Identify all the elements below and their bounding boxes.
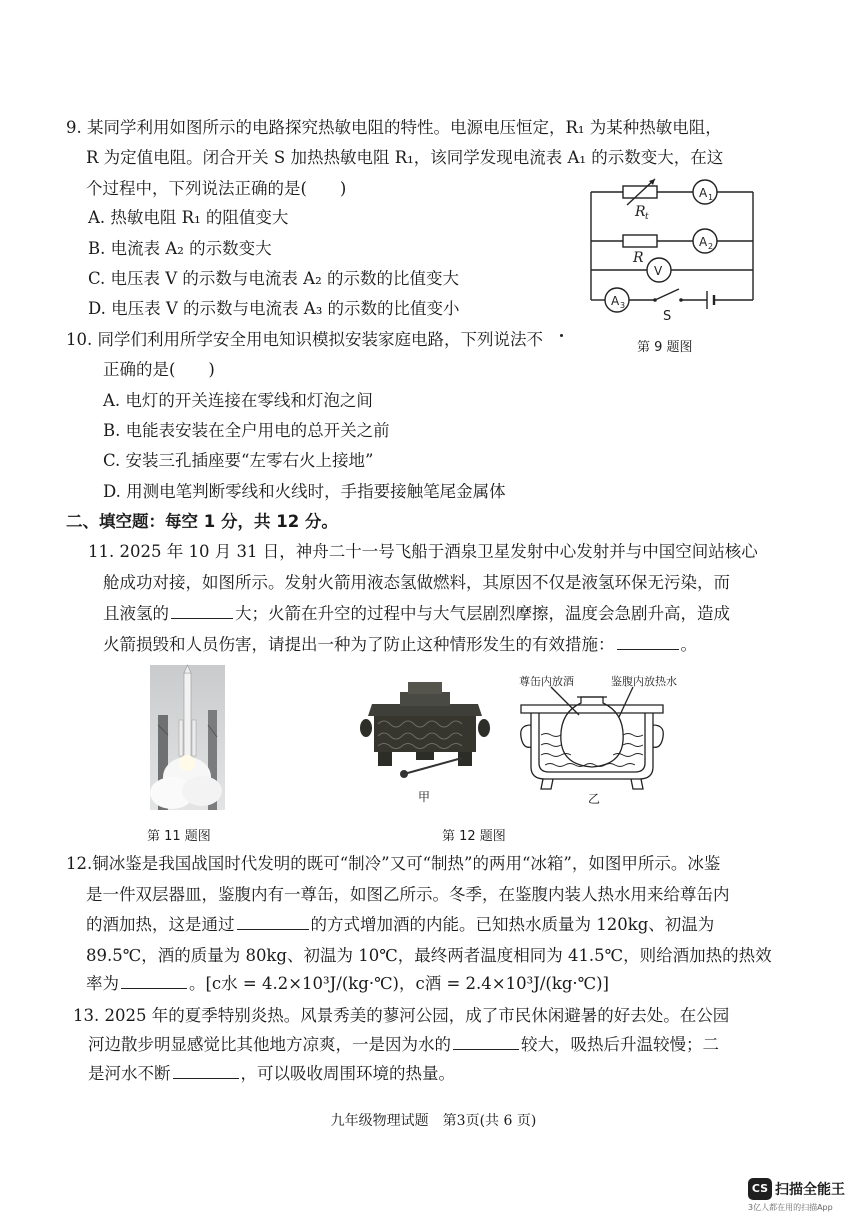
q13-line3-b: ，可以吸收周围环境的热量。	[240, 1064, 455, 1083]
q12-line5-a: 率为	[86, 974, 119, 993]
camscanner-logo-icon: CS	[748, 1178, 772, 1200]
label-yi: 乙	[588, 792, 601, 806]
a3-sub: 3	[620, 301, 626, 310]
q11-blank-2[interactable]	[617, 635, 679, 650]
r-label: R	[633, 250, 644, 266]
ice-chest-cross-section-diagram	[515, 675, 677, 795]
q13-line2-b: 较大，吸热后升温较慢；二	[521, 1035, 719, 1054]
q10-line2: 正确的是( )	[103, 360, 215, 379]
watermark-name: 扫描全能王	[775, 1182, 845, 1198]
a2-label: A	[699, 235, 708, 249]
q12-line3-b: 的方式增加酒的内能。已知热水质量为 120kg、初温为	[310, 915, 715, 934]
a2-sub: 2	[708, 242, 714, 251]
q10-option-a: A. 电灯的开关连接在零线和灯泡之间	[103, 391, 373, 410]
q13-line2	[88, 1034, 719, 1056]
q13-blank-1[interactable]	[453, 1035, 519, 1050]
q9-option-b: B. 电流表 A₂ 的示数变大	[88, 239, 272, 258]
q11-line3	[103, 603, 730, 625]
a3-label: A	[611, 294, 620, 308]
q12-line1: 12.铜冰鉴是我国战国时代发明的既可“制冷”又可“制热”的两用“冰箱”，如图甲所示。冰鉴	[66, 854, 721, 873]
q11-line2: 舱成功对接，如图所示。发射火箭用液态氢做燃料，其原因不仅是液氢环保无污染，而	[103, 573, 730, 592]
q11-blank-1[interactable]	[171, 604, 233, 619]
scanner-watermark	[748, 1178, 863, 1213]
q11-line4-b: 。	[680, 635, 697, 654]
q10-option-c: C. 安装三孔插座要“左零右火上接地”	[103, 451, 374, 470]
s-label: S	[663, 309, 672, 324]
q10-line1: 10. 同学们利用所学安全用电知识模拟安装家庭电路，下列说法不	[66, 330, 543, 349]
q11-line4	[103, 634, 697, 656]
q11-line1: 11. 2025 年 10 月 31 日，神舟二十一号飞船于酒泉卫星发射中心发射并与中国空间站核心	[88, 542, 758, 561]
rt-label: R	[635, 204, 646, 220]
q9-option-a: A. 热敏电阻 R₁ 的阻值变大	[88, 208, 289, 227]
q13-line3-a: 是河水不断	[88, 1064, 171, 1083]
q11-line3-a: 且液氢的	[103, 604, 169, 623]
q13-line2-a: 河边散步明显感觉比其他地方凉爽，一是因为水的	[88, 1035, 451, 1054]
rocket-launch-photo	[150, 665, 225, 810]
q9-option-d: D. 电压表 V 的示数与电流表 A₃ 的示数的比值变小	[88, 299, 460, 318]
watermark-tagline: 3亿人都在用的扫描App	[748, 1203, 833, 1212]
v-label: V	[654, 264, 663, 278]
q12-blank-2[interactable]	[121, 974, 187, 989]
q9-figure-caption: 第 9 题图	[637, 340, 693, 355]
q11-line3-b: 大；火箭在升空的过程中与大气层剧烈摩擦，温度会急剧升高，造成	[235, 604, 730, 623]
q12-blank-1[interactable]	[237, 915, 309, 930]
bronze-ice-chest-photo	[360, 676, 490, 786]
q9-line1: 9. 某同学利用如图所示的电路探究热敏电阻的特性。电源电压恒定，R₁ 为某种热敏电阻，	[66, 118, 722, 137]
q12-line2: 是一件双层器皿，鉴腹内有一尊缶，如图乙所示。冬季，在鉴腹内装人热水用来给尊缶内	[86, 885, 730, 904]
a1-sub: 1	[708, 193, 714, 202]
q12-line3-a: 的酒加热，这是通过	[86, 915, 235, 934]
q10-option-d: D. 用测电笔判断零线和火线时，手指要接触笔尾金属体	[103, 482, 506, 501]
q9-line2: R 为定值电阻。闭合开关 S 加热热敏电阻 R₁，该同学发现电流表 A₁ 的示数变大，在这	[86, 148, 724, 167]
emphasis-dot	[560, 334, 563, 337]
q10-option-b: B. 电能表安装在全户用电的总开关之前	[103, 421, 390, 440]
q11-line4-a: 火箭损毁和人员伤害，请提出一种为了防止这种情形发生的有效措施：	[103, 635, 615, 654]
q11-figure-caption: 第 11 题图	[147, 829, 211, 844]
q13-blank-2[interactable]	[173, 1064, 239, 1079]
rt-sub: t	[645, 212, 649, 222]
q12-line5-b: 。[c水 = 4.2×10³J/(kg·℃)，c酒 = 2.4×10³J/(kg·℃)]	[189, 974, 609, 993]
section-2-title: 二、填空题：每空 1 分，共 12 分。	[66, 512, 338, 531]
q12-line5	[86, 973, 609, 995]
q9-option-c: C. 电压表 V 的示数与电流表 A₂ 的示数的比值变大	[88, 269, 459, 288]
q13-line3	[88, 1063, 455, 1085]
label-hot-water-in-basin: 鉴腹内放热水	[611, 675, 677, 688]
q12-line4: 89.5℃，酒的质量为 80kg、初温为 10℃，最终两者温度相同为 41.5℃，则给酒加热的热效	[86, 946, 772, 965]
q13-line1: 13. 2025 年的夏季特别炎热。风景秀美的蓼河公园，成了市民休闲避暑的好去处。在公园	[73, 1006, 730, 1025]
label-wine-in-vessel: 尊缶内放酒	[519, 675, 574, 688]
q12-figure-caption: 第 12 题图	[442, 829, 506, 844]
q9-line3: 个过程中，下列说法正确的是( )	[86, 179, 347, 198]
page-footer: 九年级物理试题 第3页(共 6 页)	[330, 1113, 537, 1129]
q9-circuit-diagram	[583, 172, 763, 322]
q12-line3	[86, 914, 714, 936]
a1-label: A	[699, 186, 708, 200]
label-jia: 甲	[418, 790, 431, 804]
